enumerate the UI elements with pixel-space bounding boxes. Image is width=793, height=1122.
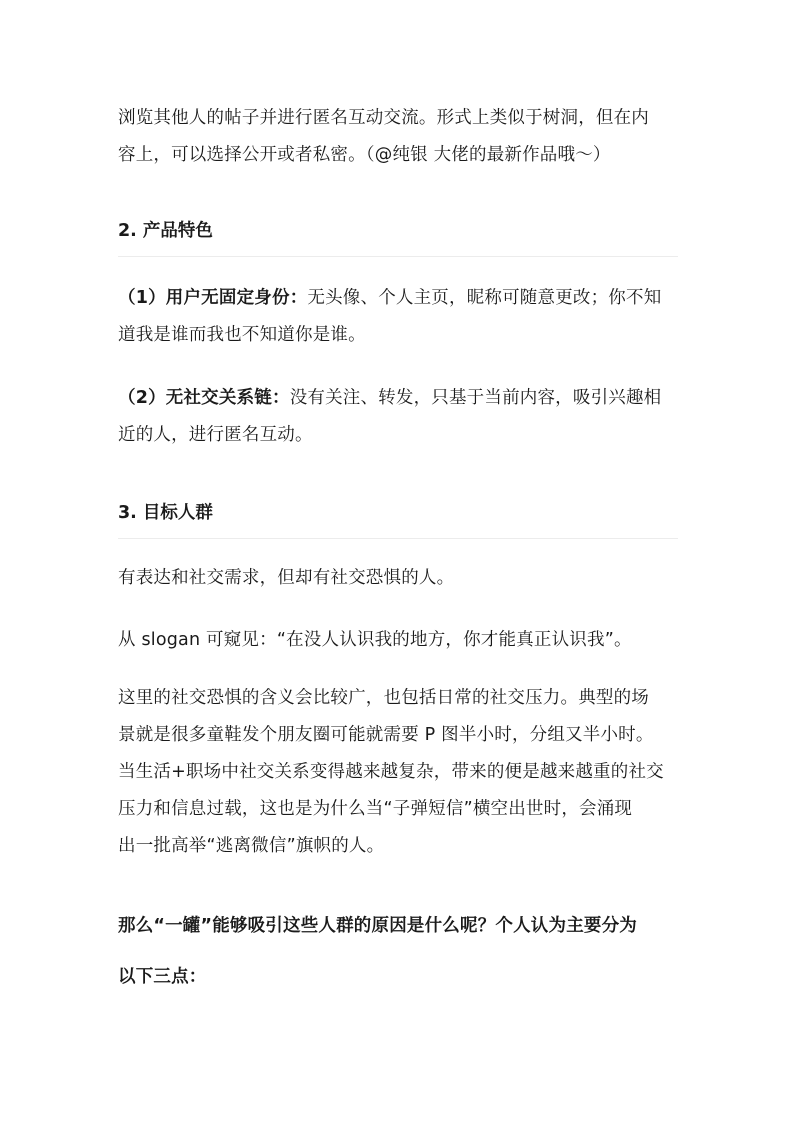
feature-item-1-line-2: 道我是谁而我也不知道你是谁。 [118,325,366,345]
target-paragraph-4 [118,908,678,996]
feature-item-2-line-1 [118,380,678,417]
target-paragraph-2-text: 从 slogan 可窥见：“在没人认识我的地方，你才能真正认识我”。 [118,630,632,650]
target-paragraph-3-line-5: 出一批高举“逃离微信”旗帜的人。 [118,836,385,856]
feature-item-1-colon: ： [289,288,308,308]
target-paragraph-4-line-2: 以下三点： [118,967,207,987]
target-paragraph-3-line-1: 这里的社交恐惧的含义会比较广，也包括日常的社交压力。典型的场 [118,688,649,708]
target-paragraph-2 [118,622,678,659]
feature-item-1-text: 无头像、个人主页，昵称可随意更改；你不知 [307,288,662,308]
section-2-heading: 2. 产品特色 [118,221,213,241]
target-paragraph-1-text: 有表达和社交需求，但却有社交恐惧的人。 [118,568,455,588]
feature-item-1 [118,280,678,354]
intro-line-2: 容上，可以选择公开或者私密。（@纯银 大佬的最新作品哦～） [118,145,611,165]
feature-item-2-label: （2）无社交关系链 [118,388,272,408]
feature-item-2-line-2: 近的人，进行匿名互动。 [118,425,313,445]
section-2 [118,218,678,244]
section-3-divider [118,538,678,539]
target-paragraph-3-line-4: 压力和信息过载，这也是为什么当“子弹短信”横空出世时，会涌现 [118,799,633,819]
section-2-divider [118,256,678,257]
section-3 [118,500,678,526]
section-3-heading: 3. 目标人群 [118,503,213,523]
target-paragraph-3 [118,680,678,865]
target-paragraph-3-line-2: 景就是很多童鞋发个朋友圈可能就需要 P 图半小时，分组又半小时。 [118,725,654,745]
feature-item-2-text: 没有关注、转发，只基于当前内容，吸引兴趣相 [289,388,662,408]
feature-item-1-label: （1）用户无固定身份 [118,288,290,308]
intro-paragraph [118,100,678,174]
feature-item-1-line-1 [118,280,678,317]
target-paragraph-4-line-1: 那么“一罐”能够吸引这些人群的原因是什么呢？个人认为主要分为 [118,916,638,936]
intro-line-1: 浏览其他人的帖子并进行匿名互动交流。形式上类似于树洞，但在内 [118,108,649,128]
feature-item-2-colon: ： [271,388,290,408]
target-paragraph-3-line-3: 当生活+职场中社交关系变得越来越复杂，带来的便是越来越重的社交 [118,762,664,782]
feature-item-2 [118,380,678,454]
target-paragraph-1 [118,560,678,597]
